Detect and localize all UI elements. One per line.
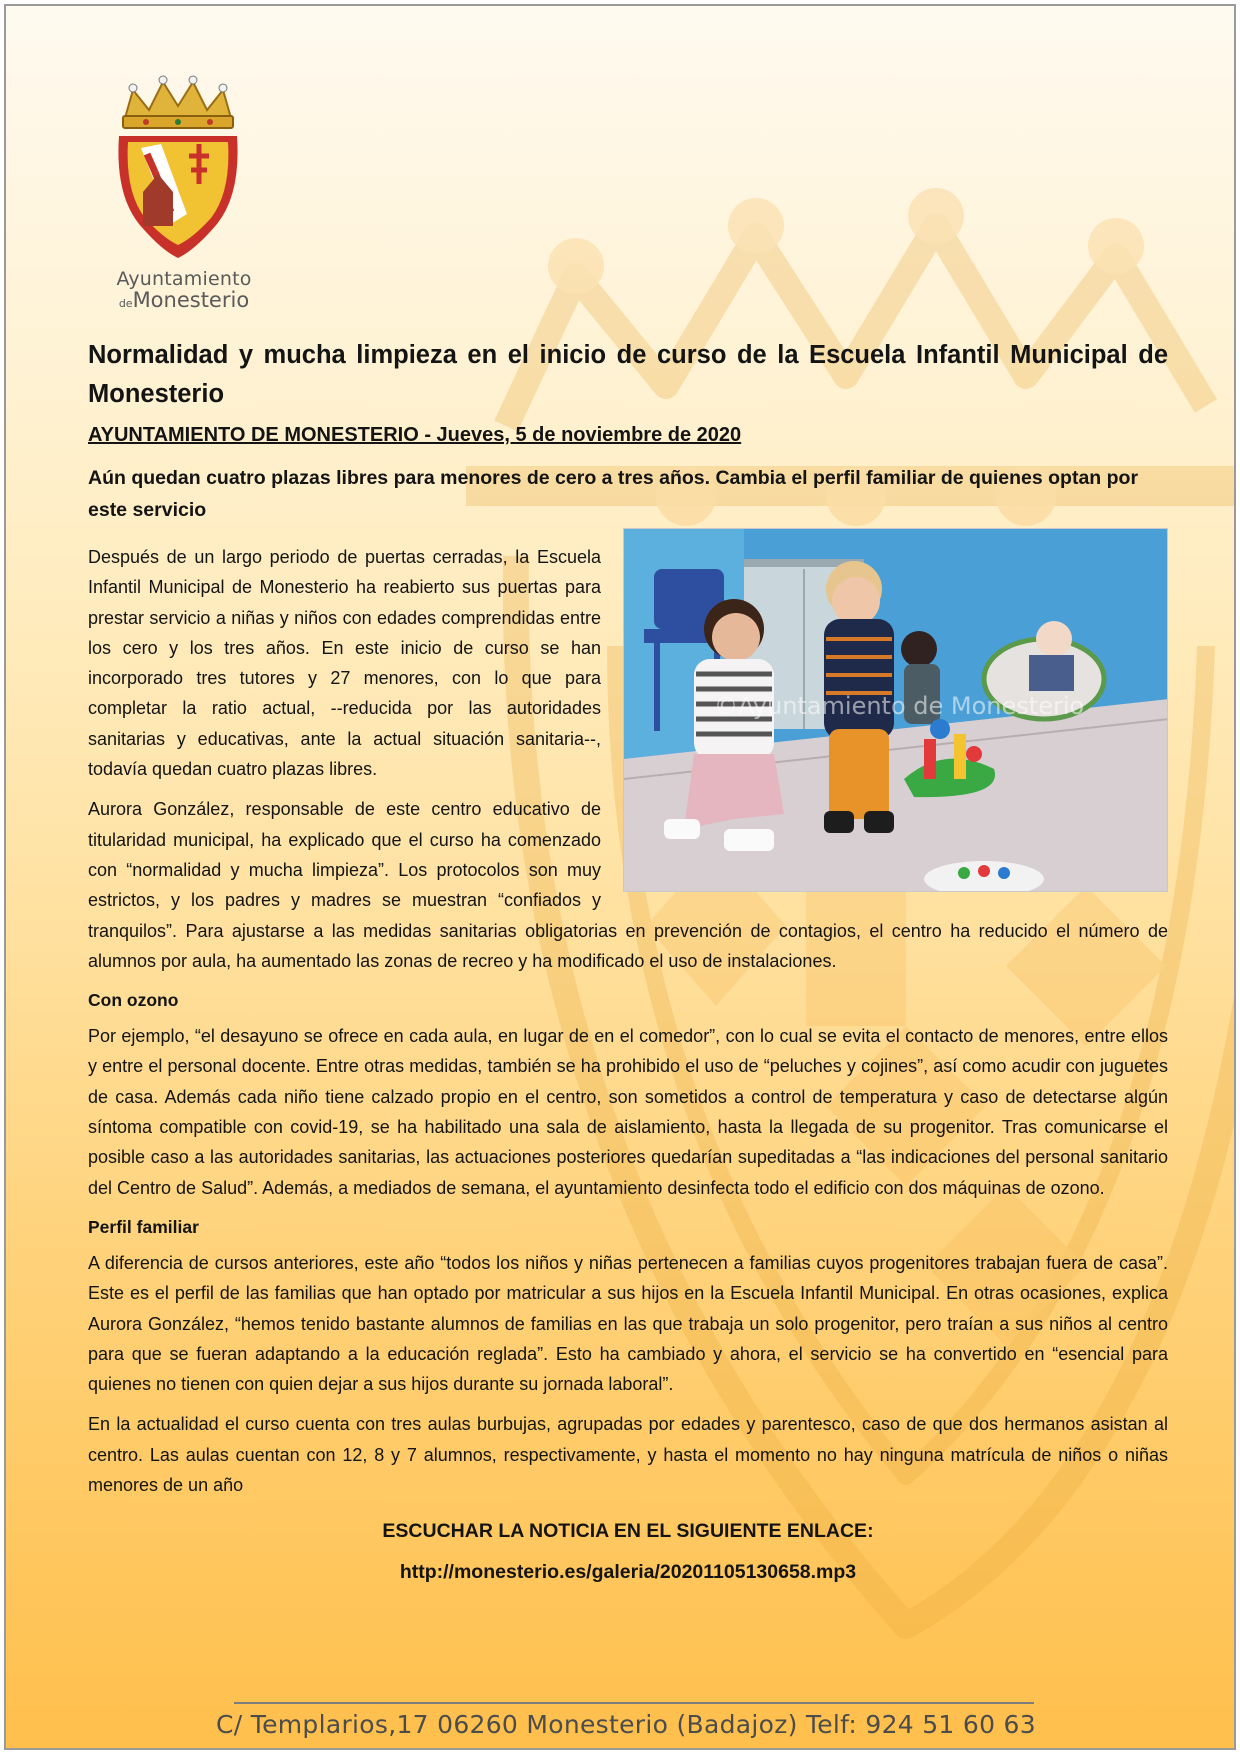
footer-divider: [234, 1702, 1034, 1704]
logo-line-2: deMonesterio: [118, 288, 250, 312]
photo-watermark-text: ©Ayuntamiento de Monesterio: [714, 692, 1085, 720]
article-subtitle: Aún quedan cuatro plazas libres para menores de cero a tres años. Cambia el perfil familiar de quienes optan por este servicio: [88, 467, 1139, 521]
section-perfil-paragraph-2: En la actualidad el curso cuenta con tres aulas burbujas, agrupadas por edades y parentesco, caso de que dos hermanos asistan al centro. Las aulas cuentan con 12, 8 y 7 alumnos, respectivamente, y hasta el momento no hay ninguna matrícula de niños o niñas menores de un año: [88, 1414, 1168, 1496]
paragraph-1: Después de un largo periodo de puertas cerradas, la Escuela Infantil Municipal de Monesterio ha reabierto sus puertas para prestar servicio a niñas y niños con edades comprendidas entre los cero y los tres años. En este inicio de curso se han incorporado tres tutores y 27 menores, con lo que para completar la ratio actual, --reducida por las autoridades sanitarias y educativas, ante la actual situación sanitaria--, todavía quedan cuatro plazas libres.: [88, 547, 601, 780]
section-perfil-paragraph-1: A diferencia de cursos anteriores, este año “todos los niños y niñas pertenecen a familias cuyos progenitores trabajan fuera de casa”. Este es el perfil de las familias que han optado por matricular a sus hijos en la Escuela Infantil Municipal. En otras ocasiones, explica Aurora González, “hemos tenido bastante alumnos de familias en las que trabaja un solo progenitor, pero traían a sus niños al centro para que se fueran adaptando a la educación reglada”. Esto ha cambiado y ahora, el servicio se ha convertido en “esencial para quienes no tienen con quien dejar a sus hijos durante su jornada laboral”.: [88, 1252, 1168, 1395]
article: [88, 336, 1168, 1584]
audio-link[interactable]: http://monesterio.es/galeria/20201105130658.mp3: [399, 1561, 857, 1584]
article-byline: AYUNTAMIENTO DE MONESTERIO - Jueves, 5 de noviembre de 2020: [88, 424, 742, 446]
crown-icon: [123, 76, 233, 128]
article-title: Normalidad y mucha limpieza en el inicio de curso de la Escuela Infantil Municipal de Monesterio: [88, 341, 1168, 408]
footer-address: C/ Templarios,17 06260 Monesterio (Badajoz) Telf: 924 51 60 63: [216, 1710, 1036, 1739]
classroom-photo: [623, 528, 1168, 892]
section-ozono-text: Por ejemplo, “el desayuno se ofrece en cada aula, en lugar de en el comedor”, con lo cual se evita el contacto de menores, entre ellos y entre el personal docente. Entre otras medidas, también se ha prohibido el uso de “peluches y cojines”, así como acudir con juguetes de casa. Además cada niño tiene calzado propio en el centro, son sometidos a control de temperatura y caso de detectarse algún síntoma compatible con covid-19, se ha habilitado una sala de aislamiento, hasta la llegada de su progenitor. Tras comunicarse el posible caso a las autoridades sanitarias, las actuaciones posteriores quedarían supeditadas a “las indicaciones del personal sanitario del Centro de Salud”. Además, a mediados de semana, el ayuntamiento desinfecta todo el edificio con dos máquinas de ozono.: [88, 1026, 1168, 1198]
section-heading-perfil: Perfil familiar: [88, 1216, 199, 1237]
logo-caption: [104, 268, 264, 312]
document-page: [4, 4, 1236, 1750]
logo-line-1: Ayuntamiento: [116, 268, 252, 290]
shield-icon: [118, 136, 237, 258]
paragraph-2: Aurora González, responsable de este centro educativo de titularidad municipal, ha explicado que el curso ha comenzado con “normalidad y mucha limpieza”. Los protocolos son muy estrictos, y los padres y madres se muestran “confiados y tranquilos”. Para ajustarse a las medidas sanitarias obligatorias en prevención de contagios, el centro ha reducido el número de alumnos por aula, ha aumentado las zonas de recreo y ha modificado el uso de instalaciones.: [88, 799, 1168, 971]
listen-label: ESCUCHAR LA NOTICIA EN EL SIGUIENTE ENLACE:: [382, 1520, 874, 1543]
section-heading-ozono: Con ozono: [88, 990, 179, 1011]
